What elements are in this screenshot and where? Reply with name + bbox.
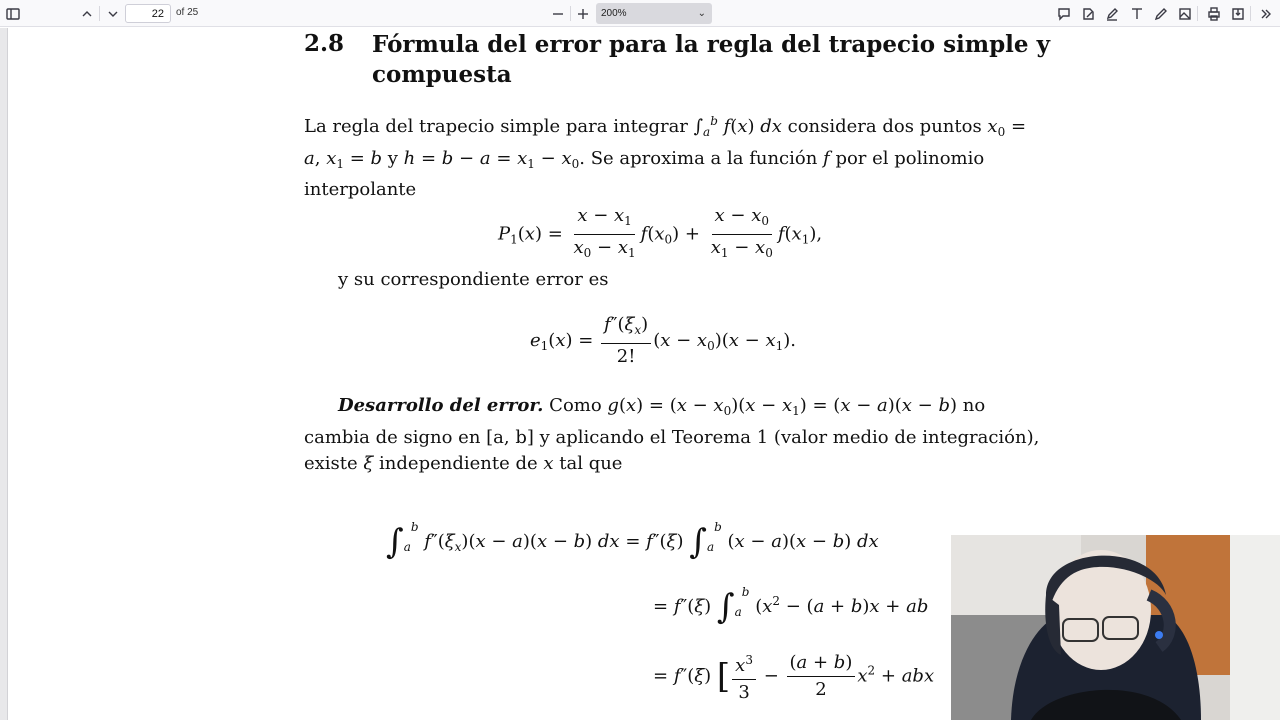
fraction: $\frac{x - x_0}{x_1 - x_0}$ <box>710 205 773 260</box>
section-number: 2.8 <box>304 30 345 57</box>
math-f: f <box>823 147 830 169</box>
math-x0: $x_0$ = <box>987 116 1027 139</box>
text-run: Se aproxima a la función <box>590 147 824 169</box>
text-run: por el polinomio <box>829 147 985 169</box>
webcam-overlay <box>951 535 1280 720</box>
math-xi: ξ <box>363 453 374 474</box>
text-run: tal que <box>553 453 623 474</box>
text-run: Como <box>543 395 608 416</box>
text-run: La regla del trapecio simple para integrar <box>304 116 694 137</box>
text-run: considera dos puntos <box>781 116 988 137</box>
chevron-down-icon: ⌄ <box>697 8 706 19</box>
paragraph-intro <box>304 108 1069 204</box>
webcam-feed-image <box>951 535 1280 720</box>
zoom-value: 200% <box>601 8 627 19</box>
text-run: cambia de signo en [a, b] y aplicando el Teorema 1 (valor medio de integración), <box>304 426 1040 448</box>
paragraph-error: y su correspondiente error es <box>338 269 609 290</box>
math-x: x <box>543 453 554 474</box>
equation-e1: $e_1(x)$ = $\frac{f''(\xi_x)}{2!}$ $(x - x_0)(x - x_1)$. <box>530 314 796 367</box>
equation-integral-3: = f″(ξ) [ $\frac{x^3}{3}$ − $\frac{(a + b)}{2}$ $x^2$ + abx <box>653 648 934 705</box>
fraction: $\frac{x^3}{3}$ <box>732 648 756 705</box>
math-integral: $\int_a^b$ f(x) dx <box>693 114 782 139</box>
text-run: existe <box>304 453 364 474</box>
math-g: $g(x) = (x - x_0)(x - x_1) = (x - a)(x - b)$ <box>607 395 958 418</box>
text-run: independiente de <box>373 453 544 474</box>
fraction: $\frac{x - x_1}{x_0 - x_1}$ <box>573 205 636 260</box>
text-run: interpolante <box>304 179 417 200</box>
page-total-label: of 25 <box>176 7 199 18</box>
paragraph-desarrollo <box>304 393 1069 478</box>
equation-p1: $P_1(x)$ = $\frac{x - x_1}{x_0 - x_1}$ $f(x_0)$ + $\frac{x - x_0}{x_1 - x_0}$ $f(x_1)$, <box>498 204 822 265</box>
fraction: $\frac{f''(\xi_x)}{2!}$ <box>601 313 651 369</box>
fraction: $\frac{(a + b)}{2}$ <box>787 651 856 702</box>
text-run: Desarrollo del error. <box>338 395 544 416</box>
section-title: Fórmula del error para la regla del trapecio simple y compuesta <box>372 31 1050 88</box>
equation-integral-1: $\int_a^b$ $f''(\xi_x)(x - a)(x - b)$ dx = f″(ξ) $\int_a^b$ (x − a)(x − b) dx <box>386 520 879 562</box>
equation-integral-2: = f″(ξ) $\int_a^b$ ($x^2 - (a + b)x$ + ab <box>653 585 929 627</box>
text-run: no <box>957 395 986 416</box>
math-points: a, $x_1 = b$ y $h = b - a = x_1 - x_0$. <box>304 147 591 171</box>
